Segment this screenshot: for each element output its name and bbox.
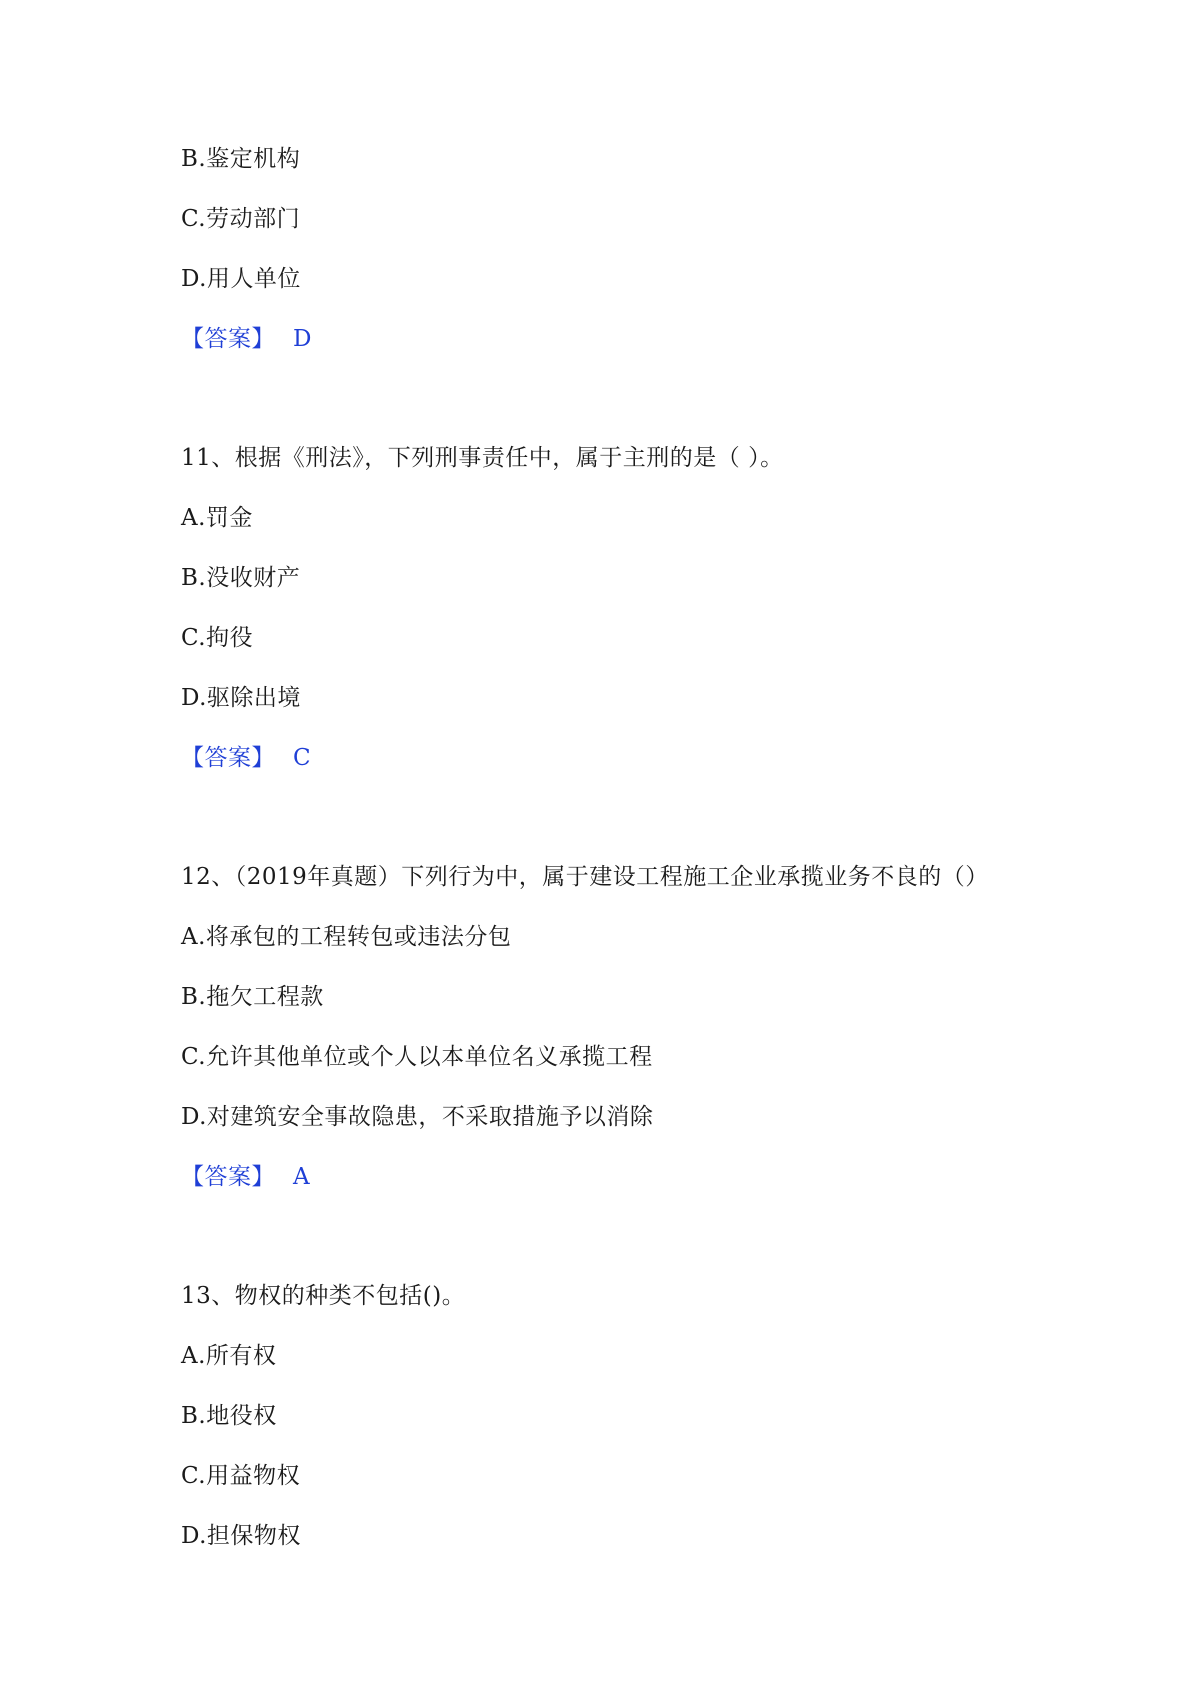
q12-answer-label: 【答案】 <box>181 1164 275 1190</box>
q11-option-d: D.驱除出境 <box>181 685 301 711</box>
q10-answer-label: 【答案】 <box>181 326 275 352</box>
q12-stem: 12、（2019年真题）下列行为中，属于建设工程施工企业承揽业务不良的（） <box>181 864 989 890</box>
q10-option-d: D.用人单位 <box>181 266 301 292</box>
q12-option-d: D.对建筑安全事故隐患，不采取措施予以消除 <box>181 1104 654 1130</box>
q11-option-a: A.罚金 <box>181 505 253 531</box>
q12-option-c: C.允许其他单位或个人以本单位名义承揽工程 <box>181 1044 653 1070</box>
q12-option-a: A.将承包的工程转包或违法分包 <box>181 924 512 950</box>
q11-option-b: B.没收财产 <box>181 565 301 591</box>
q11-option-c: C.拘役 <box>181 625 254 651</box>
q10-option-c: C.劳动部门 <box>181 206 301 232</box>
q11-stem: 11、根据《刑法》，下列刑事责任中，属于主刑的是（ ）。 <box>181 445 784 471</box>
q13-option-d: D.担保物权 <box>181 1523 301 1549</box>
q11-answer <box>181 743 311 773</box>
q13-stem: 13、物权的种类不包括()。 <box>181 1283 466 1309</box>
q12-option-b: B.拖欠工程款 <box>181 984 324 1010</box>
q11-answer-label: 【答案】 <box>181 745 275 771</box>
q10-answer <box>181 324 312 354</box>
q13-option-c: C.用益物权 <box>181 1463 301 1489</box>
q12-answer <box>181 1162 310 1192</box>
q12-answer-value: A <box>293 1164 311 1190</box>
q11-answer-value: C <box>293 745 312 771</box>
q10-option-b: B.鉴定机构 <box>181 146 301 172</box>
q13-option-a: A.所有权 <box>181 1343 277 1369</box>
q13-option-b: B.地役权 <box>181 1403 277 1429</box>
q10-answer-value: D <box>293 326 312 352</box>
